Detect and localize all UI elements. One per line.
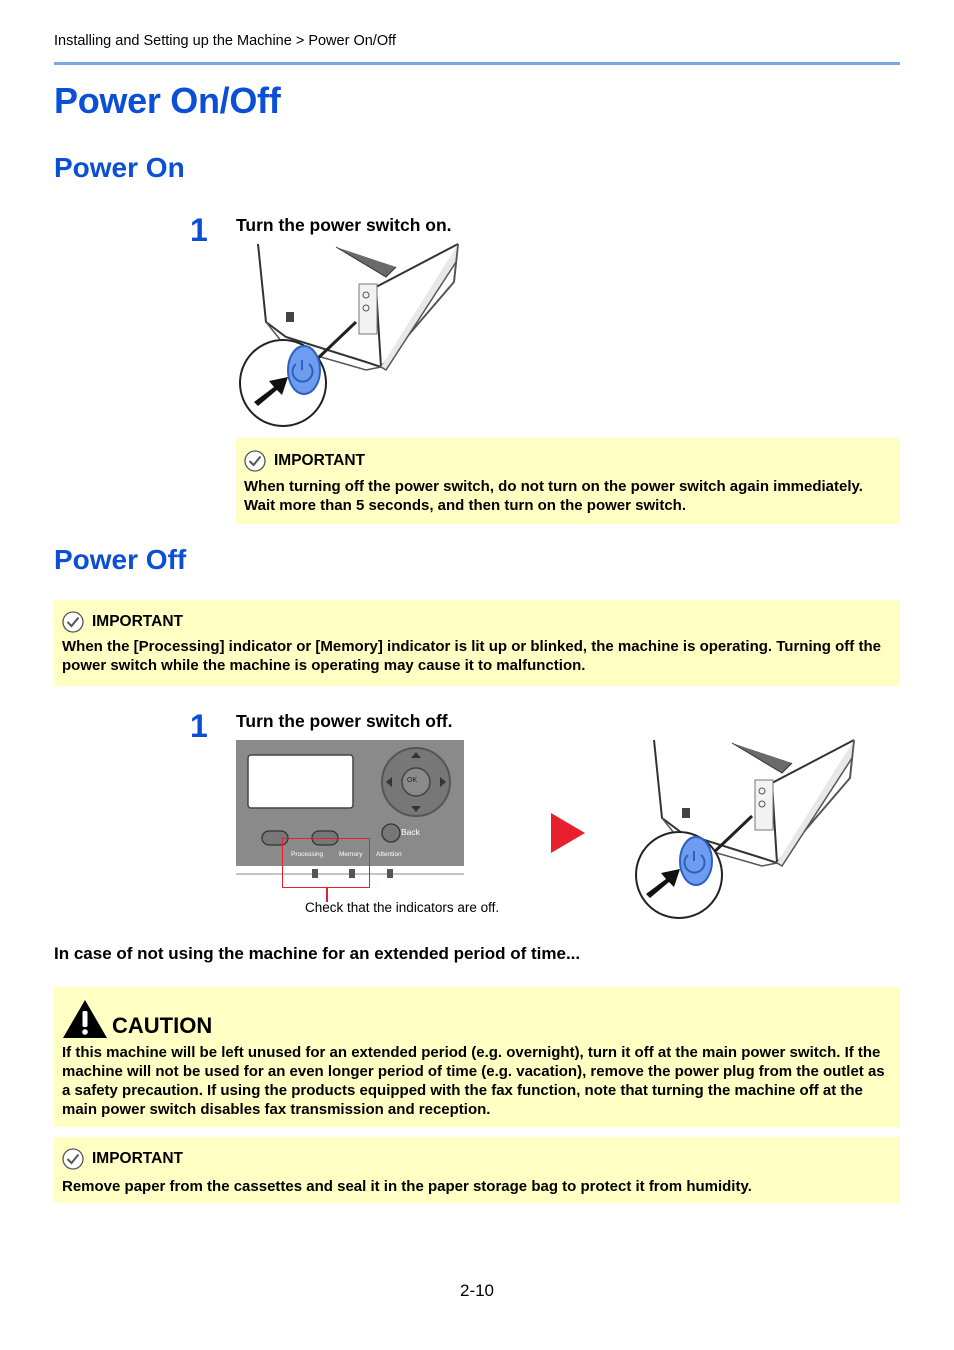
important-text: When the [Processing] indicator or [Memory] indicator is lit up or blinked, the machine is operating. Turning off the power switch while the machine is operating may cause it to malfunction. <box>62 638 881 674</box>
printer-power-off-illustration <box>632 738 862 928</box>
important-note-power-off <box>54 600 900 686</box>
power-on-step-text: Turn the power switch on. <box>236 215 452 235</box>
indicator-caption: Check that the indicators are off. <box>305 900 500 915</box>
important-label: IMPORTANT <box>274 452 365 469</box>
check-circle-icon <box>62 611 84 633</box>
caution-text: If this machine will be left unused for an extended period (e.g. overnight), turn it off at the main power switch. If the machine will not be used for an even longer period of time (e.g. vacation), remove the power plug from the outlet as a safety precaution. If using the products equipped with the fax function, note that turning the machine off at the main power switch disables fax transmission and reception. <box>62 1044 885 1118</box>
important-text: Remove paper from the cassettes and seal it in the paper storage bag to protect it from humidity. <box>62 1178 752 1195</box>
ok-key-label: OK <box>407 777 418 784</box>
check-circle-icon <box>244 450 266 472</box>
important-note-power-on <box>236 438 900 524</box>
arrow-right-icon <box>550 812 586 854</box>
power-on-step-number: 1 <box>190 212 208 248</box>
important-note-extended <box>54 1137 900 1203</box>
check-circle-icon <box>62 1148 84 1170</box>
important-label: IMPORTANT <box>92 1150 183 1167</box>
power-off-step-text: Turn the power switch off. <box>236 711 453 731</box>
page-title: Power On/Off <box>54 80 281 121</box>
important-label: IMPORTANT <box>92 613 183 630</box>
processing-indicator-label: Processing <box>291 851 324 858</box>
important-text: When turning off the power switch, do not turn on the power switch again immediately. Wait more than 5 seconds, and then turn on the power switch. <box>244 478 863 514</box>
power-on-heading: Power On <box>54 152 185 183</box>
page-number: 2-10 <box>459 1281 495 1300</box>
extended-period-heading: In case of not using the machine for an extended period of time... <box>54 944 581 963</box>
caution-label: CAUTION <box>112 1013 213 1038</box>
warning-triangle-icon <box>62 999 108 1039</box>
header-rule <box>54 62 900 65</box>
attention-indicator-label: Attention <box>376 851 402 858</box>
breadcrumb: Installing and Setting up the Machine > Power On/Off <box>54 33 396 49</box>
back-key-label: Back <box>401 827 420 837</box>
indicator-highlight <box>282 838 370 888</box>
memory-indicator-label: Memory <box>339 851 363 858</box>
printer-power-on-illustration <box>236 242 466 432</box>
power-off-heading: Power Off <box>54 544 187 575</box>
power-off-step-number: 1 <box>190 708 208 744</box>
caution-note <box>54 987 900 1127</box>
